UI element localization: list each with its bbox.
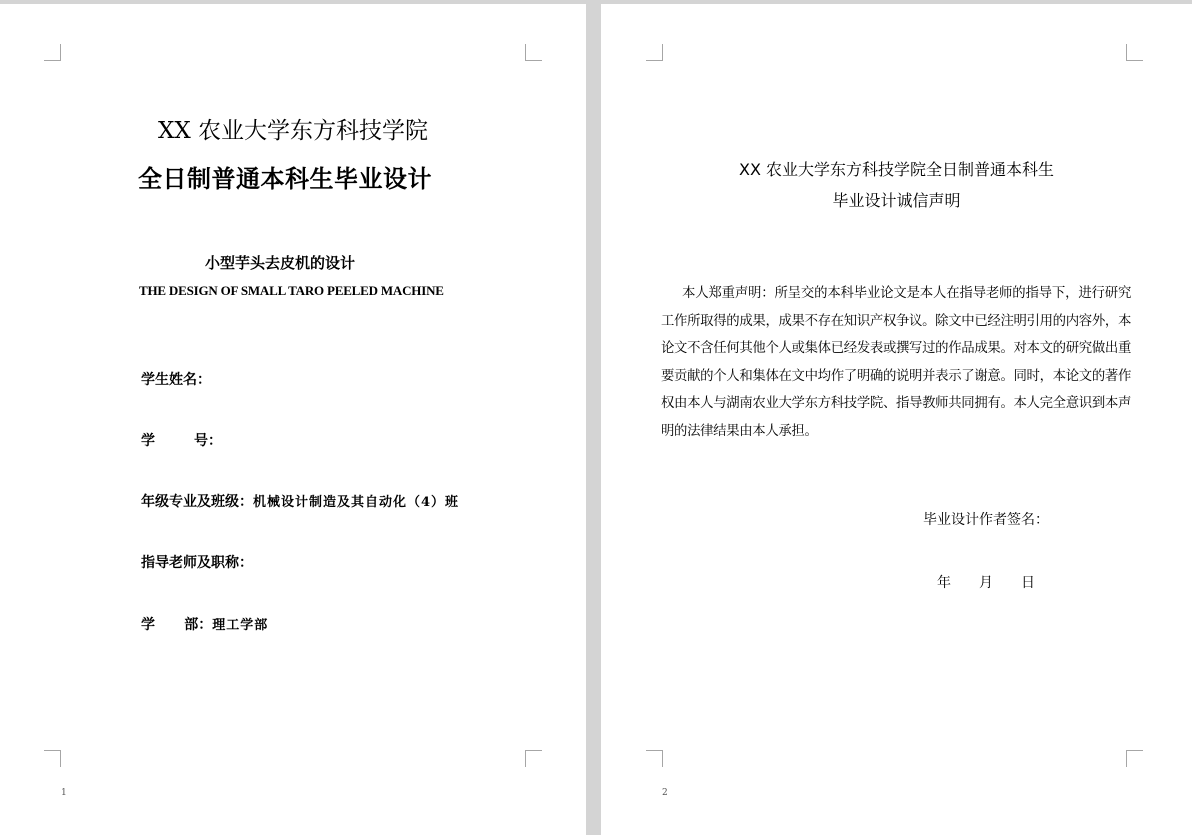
margin-corner-bottom-right: [1126, 750, 1143, 767]
margin-corner-bottom-right: [525, 750, 542, 767]
field-value: 机械设计制造及其自动化（4）班: [253, 495, 460, 510]
date-line: [937, 572, 1063, 592]
page-number: 2: [662, 788, 668, 798]
document-title: 全日制普通本科生毕业设计: [138, 165, 432, 193]
thesis-title-en: THE DESIGN OF SMALL TARO PEELED MACHINE: [139, 283, 444, 298]
field-label: 学生姓名：: [141, 372, 211, 388]
field-label: 指导老师及职称：: [141, 555, 253, 571]
field-label: 学 部：: [141, 617, 213, 633]
margin-corner-top-left: [646, 44, 663, 61]
margin-corner-top-right: [1126, 44, 1143, 61]
signature-label: 毕业设计作者签名：: [923, 512, 1049, 528]
field-advisor: [141, 552, 253, 572]
declaration-body: 本人郑重声明：所呈交的本科毕业论文是本人在指导老师的指导下，进行研究工作所取得的成果，成果不存在知识产权争议。除文中已经注明引用的内容外，本论文不含任何其他个人或集体已经发表或撰写过的作品成果。对本文的研究做出重要贡献的个人和集体在文中均作了明确的说明并表示了谢意。同时，本论文的著作权由本人与湖南农业大学东方科技学院、指导教师共同拥有。本人完全意识到本声明的法律结果由本人承担。: [661, 286, 1131, 439]
field-student-name: [141, 369, 211, 389]
date-day: 日: [1021, 575, 1035, 591]
declaration-heading-line2: 毕业设计诚信声明: [832, 191, 961, 210]
field-label: 学 号：: [141, 433, 222, 449]
date-year: 年: [937, 575, 951, 591]
page-1: [0, 4, 586, 835]
field-department: [141, 614, 268, 634]
school-name-text: XX 农业大学东方科技学院: [157, 118, 429, 144]
page-2: [601, 4, 1192, 835]
field-class: [141, 491, 459, 511]
margin-corner-top-right: [525, 44, 542, 61]
declaration-heading-line1: XX 农业大学东方科技学院全日制普通本科生: [738, 160, 1054, 179]
field-student-id: [141, 430, 222, 450]
school-name: [0, 112, 586, 145]
field-label: 年级专业及班级：: [141, 494, 253, 510]
margin-corner-bottom-left: [646, 750, 663, 767]
thesis-title-cn: 小型芋头去皮机的设计: [205, 254, 356, 272]
field-value: 理工学部: [212, 618, 269, 633]
margin-corner-top-left: [44, 44, 61, 61]
margin-corner-bottom-left: [44, 750, 61, 767]
date-month: 月: [979, 575, 993, 591]
page-number: 1: [61, 788, 67, 798]
